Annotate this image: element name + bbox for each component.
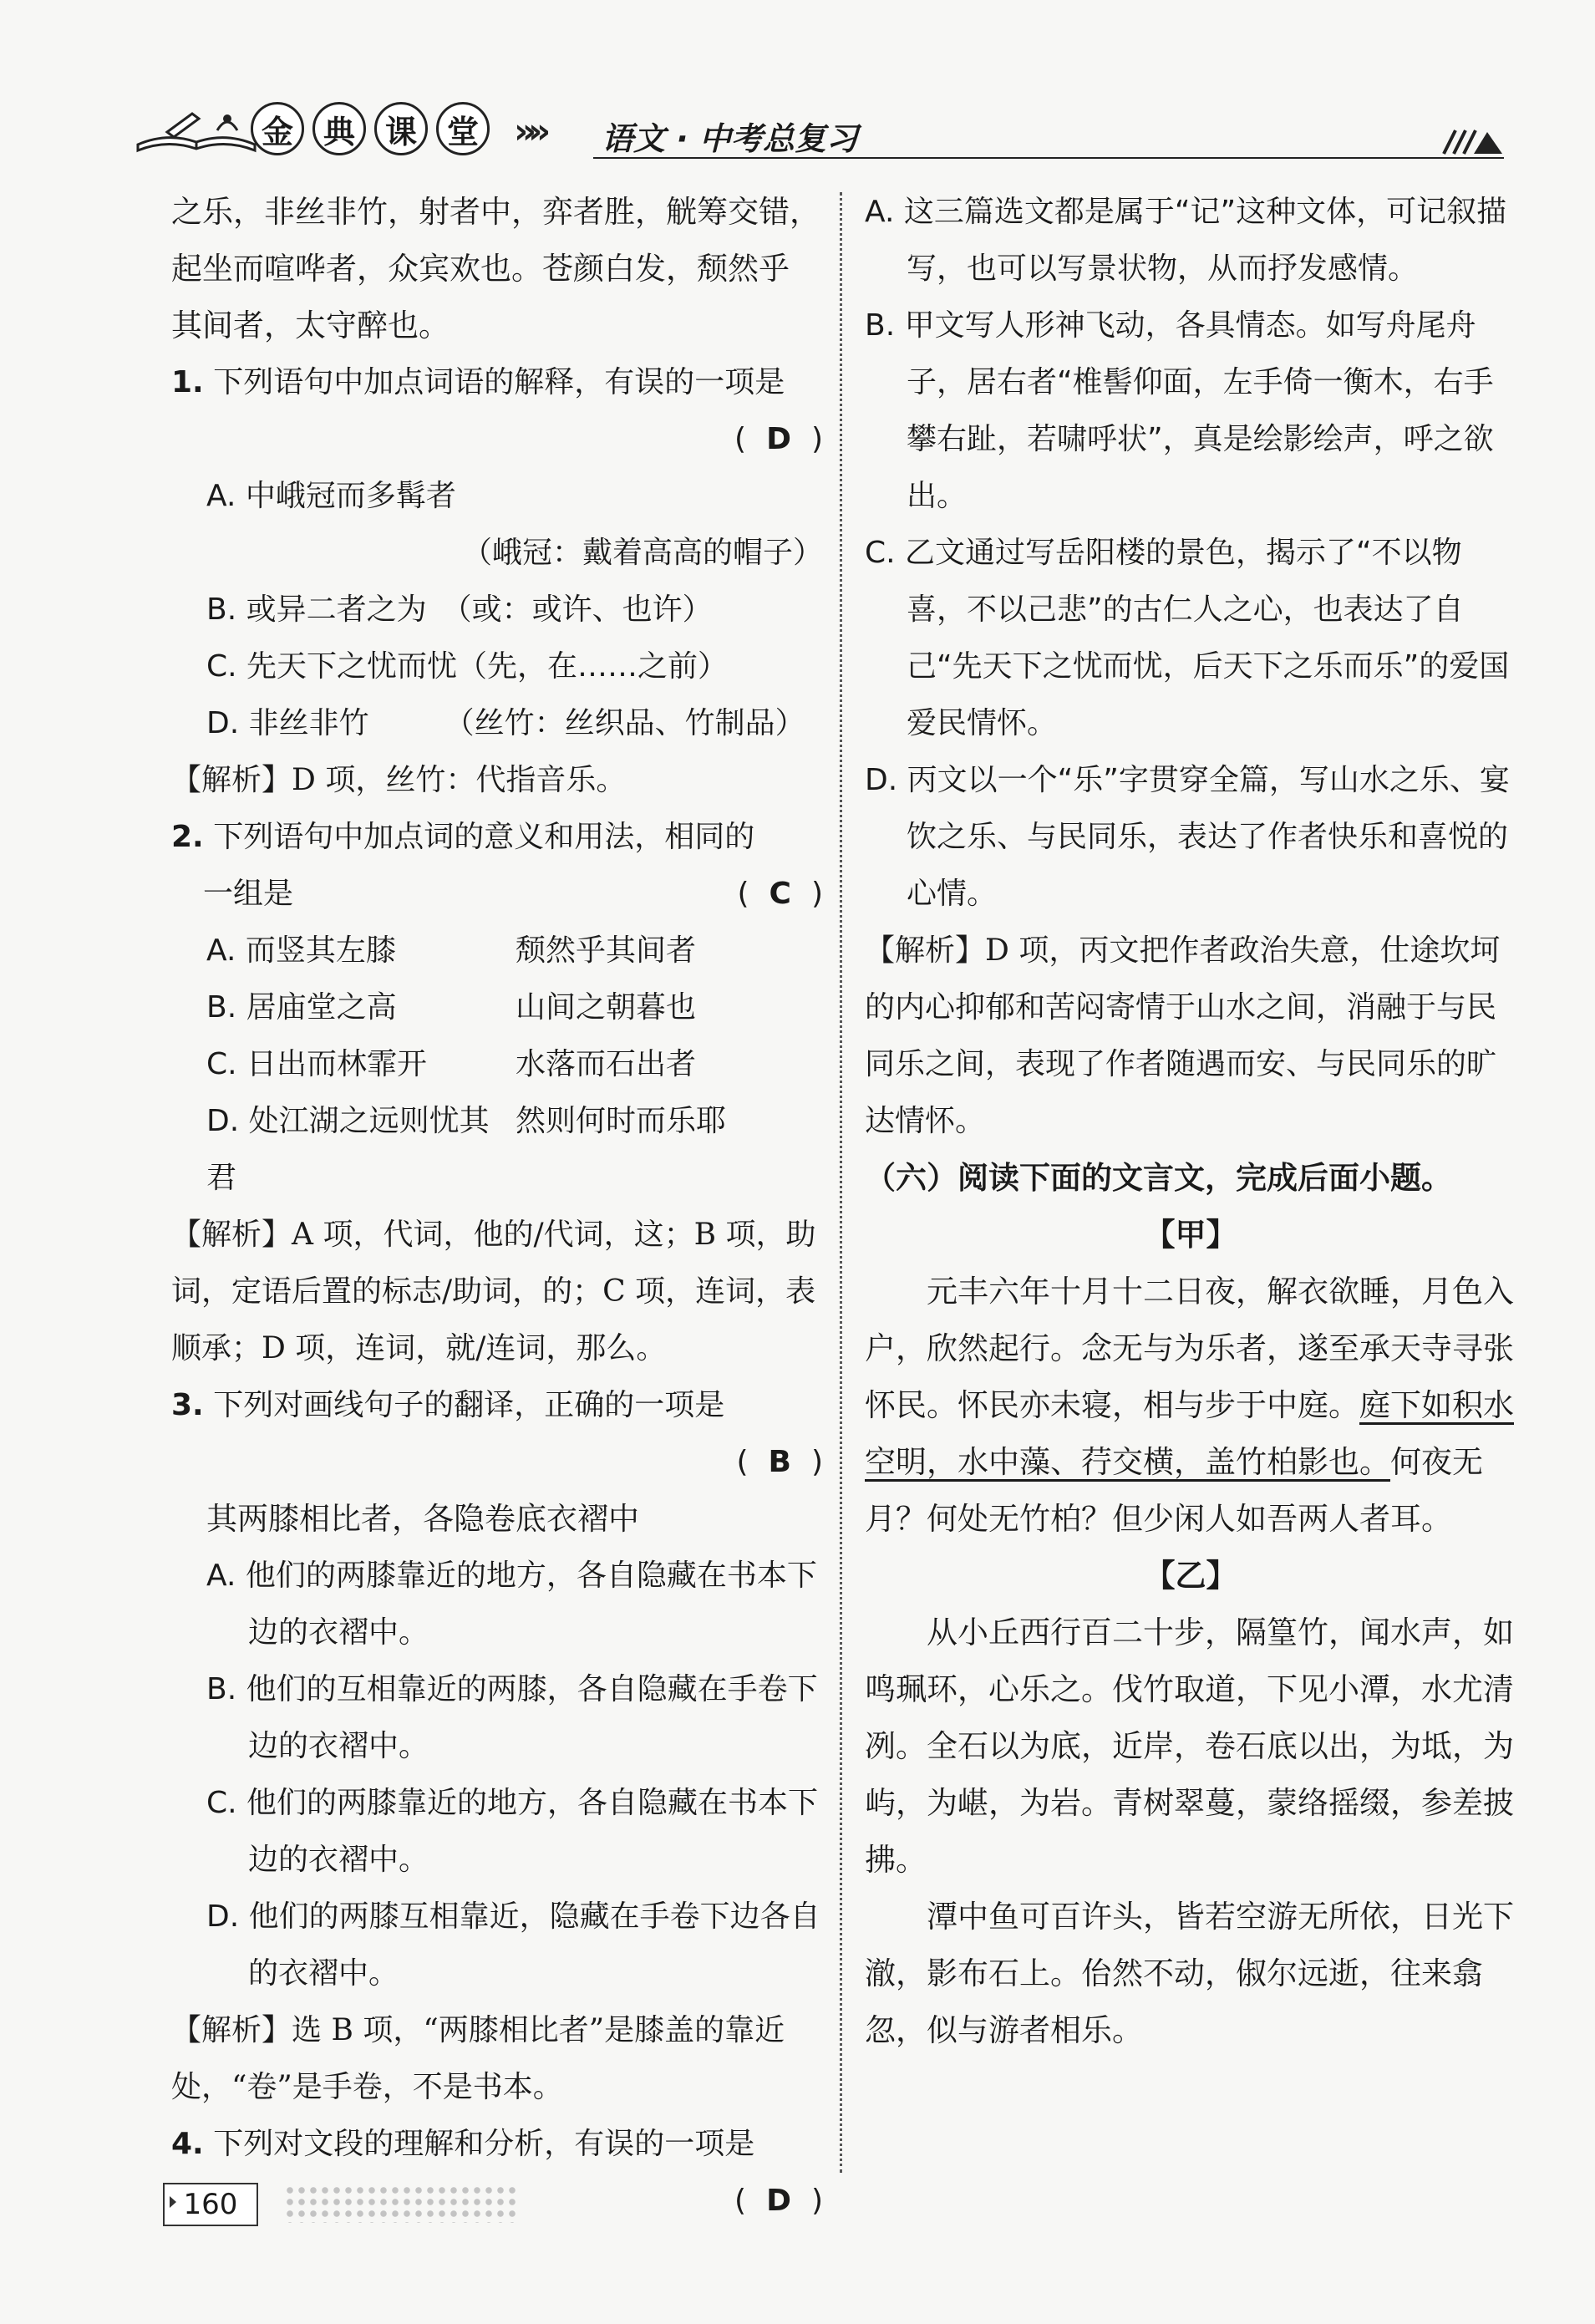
answer-bracket: ( B ): [171, 1434, 823, 1491]
explanation-tag: 【解析】: [171, 1218, 292, 1252]
question-stem: 下列对画线句子的翻译，正确的一项是: [213, 1388, 725, 1422]
question-number: 1.: [171, 365, 204, 399]
passage-jia: 元丰六年十月十二日夜，解衣欲睡，月色入户，欣然起行。念无与为乐者，遂至承天寺寻张怀民。怀民亦未寝，相与步于中庭。庭下如积水空明，水中藻、荇交横，盖竹柏影也。何夜无月？何处无竹柏？但少闲人如吾两人者耳。: [865, 1274, 1514, 1537]
quoted-sentence: 其两膝相比者，各隐卷底衣褶中: [206, 1501, 639, 1537]
passage-yi-p1: 从小丘西行百二十步，隔篁竹，闻水声，如鸣珮环，心乐之。伐竹取道，下见小潭，水尤清冽。全石以为底，近岸，卷石底以出，为坻，为屿，为嵁，为岩。青树翠蔓，蒙络摇缀，参差披拂。: [865, 1615, 1514, 1878]
passage-title-yi: 【乙】: [1144, 1558, 1237, 1594]
question-2: [171, 809, 823, 1377]
passage-line: 之乐，非丝非竹，射者中，弈者胜，觥筹交错，: [171, 194, 820, 230]
passage-yi-p2: 潭中鱼可百许头，皆若空游无所依，日光下澈，影布石上。佁然不动，俶尔远逝，往来翕忽，似与游者相乐。: [865, 1899, 1514, 2048]
chevron-right-icon: »»: [514, 110, 543, 151]
right-column: [865, 184, 1516, 2059]
underlined-sentence: 庭下如积水空明，水中藻、荇交横，盖竹柏影也。: [865, 1387, 1514, 1480]
question-number: 4.: [171, 2127, 204, 2161]
page-number: 160: [163, 2183, 258, 2226]
column-divider: [840, 192, 842, 2173]
dot-pattern: [284, 2184, 518, 2223]
option-c: C. 乙文通过写岳阳楼的景色，揭示了“不以物喜，不以己悲”的古仁人之心，也表达了自己“先天下之忧而忧，后天下之乐而乐”的爱国爱民情怀。: [865, 536, 1510, 740]
option-row: A. 而竖其左膝 颓然乎其间者: [206, 933, 697, 968]
option-d: D. 他们的两膝互相靠近，隐藏在手卷下边各自的衣褶中。: [206, 1899, 820, 1991]
option-row: D. 处江湖之远则忧其君 然则何时而乐耶: [206, 1104, 727, 1195]
brand-char: 金: [251, 102, 304, 155]
answer-letter: C: [769, 877, 791, 911]
option-a: A. 这三篇选文都是属于“记”这种文体，可记叙描写，也可以写景状物，从而抒发感情。: [865, 195, 1507, 286]
header-rule: [593, 157, 1504, 159]
explanation: [171, 2002, 823, 2116]
explanation-tag: 【解析】: [171, 763, 292, 797]
page-marker-icon: [170, 2196, 176, 2208]
explanation-tag: 【解析】: [171, 2013, 292, 2047]
question-stem: 下列对文段的理解和分析，有误的一项是: [213, 2127, 755, 2161]
explanation: [865, 923, 1516, 1150]
option-b: B. 他们的互相靠近的两膝，各自隐藏在手卷下边的衣褶中。: [206, 1672, 818, 1763]
question-number: 2.: [171, 820, 204, 854]
question-stem: 下列语句中加点词的意义和用法，相同的: [213, 820, 755, 854]
passage-line: 起坐而喧哗者，众宾欢也。苍颜白发，颓然乎: [171, 251, 790, 287]
explanation-text: A 项，代词，他的/代词，这；B 项，助词，定语后置的标志/助词，的；C 项，连词，表顺承；D 项，连词，就/连词，那么。: [171, 1218, 816, 1365]
question-number: 3.: [171, 1388, 204, 1422]
question-3: [171, 1377, 823, 2116]
option-d: D. 非丝非竹 （丝竹：丝织品、竹制品）: [206, 706, 805, 740]
answer-bracket: ( D ): [171, 411, 823, 468]
left-column: [171, 184, 823, 2230]
explanation-tag: 【解析】: [865, 933, 986, 968]
option-a-note: （峨冠：戴着高高的帽子）: [461, 536, 823, 570]
answer-bracket: ( D ): [171, 2173, 823, 2230]
explanation: [171, 752, 823, 809]
answer-letter: D: [766, 2184, 791, 2218]
brand-char: 课: [374, 102, 428, 155]
passage-line: 其间者，太守醉也。: [171, 308, 450, 343]
answer-bracket: ( C ): [737, 877, 823, 911]
subject-title: 语文 · 中考总复习: [602, 120, 858, 157]
question-stem-cont: 一组是: [203, 877, 294, 911]
explanation-text: D 项，丝竹：代指音乐。: [292, 763, 627, 797]
corner-triangle-icon: [1437, 125, 1504, 155]
section-heading: （六）阅读下面的文言文，完成后面小题。: [865, 1160, 1452, 1196]
question-stem: 下列语句中加点词语的解释，有误的一项是: [213, 365, 785, 399]
book-logo-icon: [134, 107, 259, 157]
page-header: [125, 92, 1504, 167]
explanation-text: D 项，丙文把作者政治失意，仕途坎坷的内心抑郁和苦闷寄情于山水之间，消融于与民同乐之间，表现了作者随遇而安、与民同乐的旷达情怀。: [865, 933, 1501, 1138]
option-a: A. 中峨冠而多髯者: [206, 479, 456, 513]
passage-title-jia: 【甲】: [1144, 1217, 1237, 1253]
option-a: A. 他们的两膝靠近的地方，各自隐藏在书本下边的衣褶中。: [206, 1559, 817, 1650]
brand-char: 堂: [436, 102, 490, 155]
explanation-text: 选 B 项，“两膝相比者”是膝盖的靠近处，“卷”是手卷，不是书本。: [171, 2013, 785, 2104]
option-b: B. 或异二者之为 （或：或许、也许）: [206, 592, 713, 627]
option-b: B. 甲文写人形神飞动，各具情态。如写舟尾舟子，居右者“椎髻仰面，左手倚一衡木，右手攀右趾，若啸呼状”，真是绘影绘声，呼之欲出。: [865, 308, 1494, 513]
option-c: C. 他们的两膝靠近的地方，各自隐藏在书本下边的衣褶中。: [206, 1786, 819, 1877]
answer-letter: B: [768, 1445, 791, 1479]
question-1: [171, 354, 823, 809]
option-d: D. 丙文以一个“乐”字贯穿全篇，写山水之乐、宴饮之乐、与民同乐，表达了作者快乐和喜悦的心情。: [865, 763, 1510, 911]
brand-char: 典: [312, 102, 366, 155]
answer-letter: D: [766, 422, 791, 456]
option-c: C. 先天下之忧而忧（先，在……之前）: [206, 649, 729, 684]
brand-title: [251, 102, 490, 155]
option-row: B. 居庙堂之高 山间之朝暮也: [206, 990, 697, 1025]
option-row: C. 日出而林霏开 水落而石出者: [206, 1047, 697, 1081]
explanation: [171, 1207, 823, 1377]
